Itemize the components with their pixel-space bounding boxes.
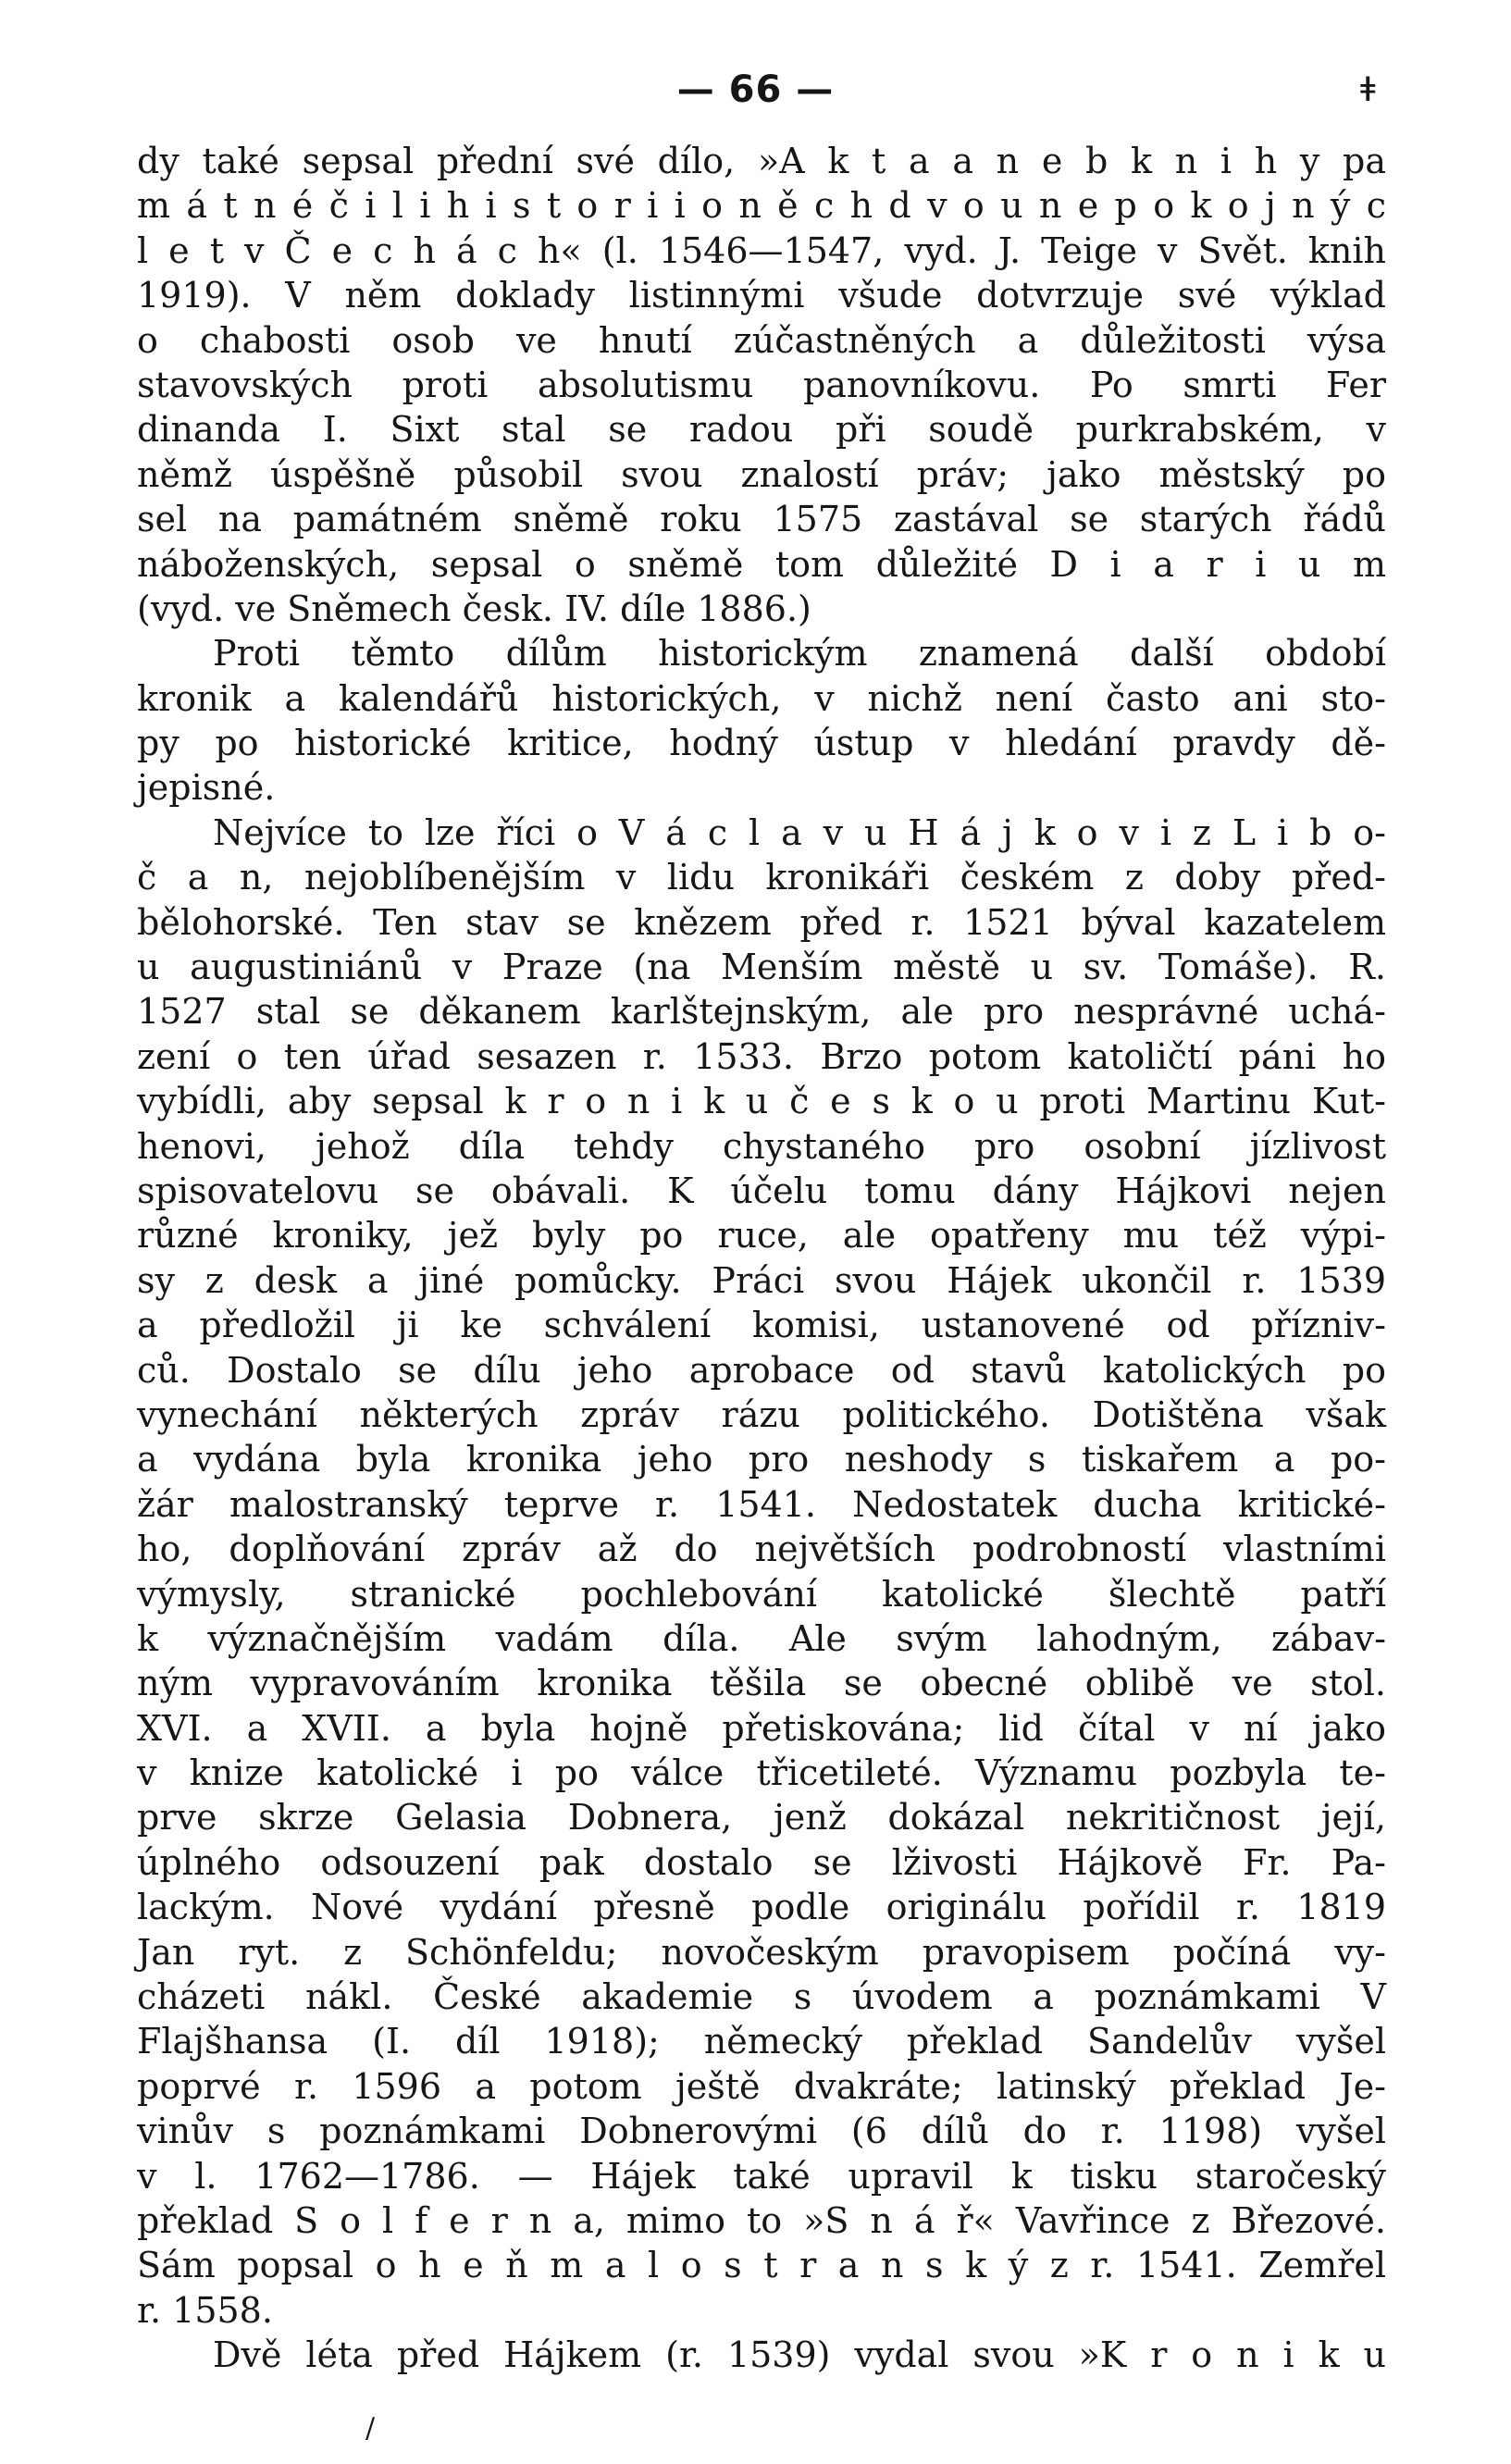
text-line: Dvě léta před Hájkem (r. 1539) vydal svou »K r o n i k u [213, 2334, 1386, 2376]
text-line: dy také sepsal přední své dílo, »A k t a a n e b k n i h y pa [137, 141, 1386, 181]
text-line: různé kroniky, jež byly po ruce, ale opatřeny mu též výpi- [137, 1215, 1386, 1257]
text-line: sel na památném sněmě roku 1575 zastával se starých řádů [137, 499, 1386, 540]
text-line: bělohorské. Ten stav se knězem před r. 1521 býval kazatelem [137, 901, 1386, 943]
text-line: němž úspěšně působil svou znalostí práv; jako městský po [137, 453, 1386, 495]
text-line: vynechání některých zpráv rázu politického. Dotištěna však [137, 1393, 1386, 1435]
text-line: Jan ryt. z Schönfeldu; novočeským pravopisem počíná vy- [137, 1931, 1386, 1973]
stray-mark: / [365, 2412, 376, 2445]
text-line: u augustiniánů v Praze (na Menším městě u sv. Tomáše). R. [137, 947, 1386, 988]
text-line: vybídli, aby sepsal k r o n i k u č e s k o u proti Martinu Kut- [137, 1081, 1386, 1122]
page-number: — 66 — [676, 68, 835, 111]
text-line: sy z desk a jiné pomůcky. Práci svou Hájek ukončil r. 1539 [137, 1259, 1386, 1301]
text-line: m á t n é č i l i h i s t o r i i o n ě c h d v o u n e p o k o j n ý c [137, 185, 1386, 227]
text-line: v l. 1762—1786. — Hájek také upravil k tisku staročeský [137, 2155, 1386, 2197]
corner-mark: ǂ [1360, 70, 1376, 109]
text-line: vinův s poznámkami Dobnerovými (6 dílů do r. 1198) vyšel [137, 2111, 1386, 2152]
text-line: zení o ten úřad sesazen r. 1533. Brzo potom katoličtí páni ho [137, 1035, 1386, 1077]
text-line: spisovatelovu se obávali. K účelu tomu dány Hájkovi nejen [137, 1170, 1386, 1211]
text-line: a vydána byla kronika jeho pro neshody s tiskařem a po- [137, 1439, 1386, 1480]
text-line: lackým. Nové vydání přesně podle originálu pořídil r. 1819 [137, 1887, 1386, 1928]
text-line: výmysly, stranické pochlebování katolické šlechtě patří [137, 1573, 1386, 1615]
text-line: (vyd. ve Sněmech česk. IV. díle 1886.) [137, 588, 811, 629]
text-line: Sám popsal o h e ň m a l o s t r a n s k ý z r. 1541. Zemřel [137, 2245, 1386, 2286]
text-line: 1527 stal se děkanem karlštejnským, ale pro nesprávné uchá- [137, 991, 1386, 1033]
text-line: poprvé r. 1596 a potom ještě dvakráte; latinský překlad Je- [137, 2065, 1386, 2107]
text-line: py po historické kritice, hodný ústup v hledání pravdy dě- [137, 723, 1386, 764]
text-line: ným vypravováním kronika těšila se obecné oblibě ve stol. [137, 1663, 1386, 1704]
text-line: v knize katolické i po válce třicetileté. Významu pozbyla te- [137, 1752, 1386, 1794]
text-line: 1919). V něm doklady listinnými všude dotvrzuje své výklad [137, 275, 1386, 316]
text-line: Proti těmto dílům historickým znamená další období [213, 633, 1386, 675]
text-line: žár malostranský teprve r. 1541. Nedostatek ducha kritické- [137, 1483, 1386, 1525]
text-line: úplného odsouzení pak dostalo se lživosti Hájkově Fr. Pa- [137, 1841, 1386, 1883]
text-line: henovi, jehož díla tehdy chystaného pro osobní jízlivost [137, 1125, 1386, 1167]
text-line: prve skrze Gelasia Dobnera, jenž dokázal nekritičnost její, [137, 1797, 1386, 1839]
text-line: XVI. a XVII. a byla hojně přetiskována; lid čítal v ní jako [137, 1707, 1386, 1749]
text-line: r. 1558. [137, 2289, 273, 2331]
text-line: dinanda I. Sixt stal se radou při soudě purkrabském, v [137, 409, 1386, 451]
body-text [137, 139, 1386, 2378]
text-line: cházeti nákl. České akademie s úvodem a poznámkami V [137, 1976, 1386, 2018]
text-line: náboženských, sepsal o sněmě tom důležité D i a r i u m [137, 543, 1386, 585]
text-line: Nejvíce to lze říci o V á c l a v u H á j k o v i z L i b o- [213, 811, 1386, 853]
text-line: kronik a kalendářů historických, v nichž není často ani sto- [137, 677, 1386, 719]
text-line: k význačnějším vadám díla. Ale svým lahodným, zábav- [137, 1617, 1386, 1659]
text-line: jepisné. [137, 767, 276, 809]
text-line: Flajšhansa (I. díl 1918); německý překlad Sandelův vyšel [137, 2021, 1386, 2062]
text-line: překlad S o l f e r n a, mimo to »S n á ř« Vavřince z Březové. [137, 2199, 1386, 2241]
text-line: o chabosti osob ve hnutí zúčastněných a důležitosti výsa [137, 319, 1386, 361]
text-line: a předložil ji ke schválení komisi, ustanovené od přízniv- [137, 1305, 1386, 1346]
text-line: č a n, nejoblíbenějším v lidu kronikáři českém z doby před- [137, 857, 1386, 898]
text-line: l e t v Č e c h á c h« (l. 1546—1547, vyd. J. Teige v Svět. knih [137, 229, 1386, 271]
text-line: stavovských proti absolutismu panovníkovu. Po smrti Fer [137, 364, 1386, 405]
text-line: ců. Dostalo se dílu jeho aprobace od stavů katolických po [137, 1349, 1386, 1391]
text-line: ho, doplňování zpráv až do největších podrobností vlastními [137, 1529, 1386, 1570]
